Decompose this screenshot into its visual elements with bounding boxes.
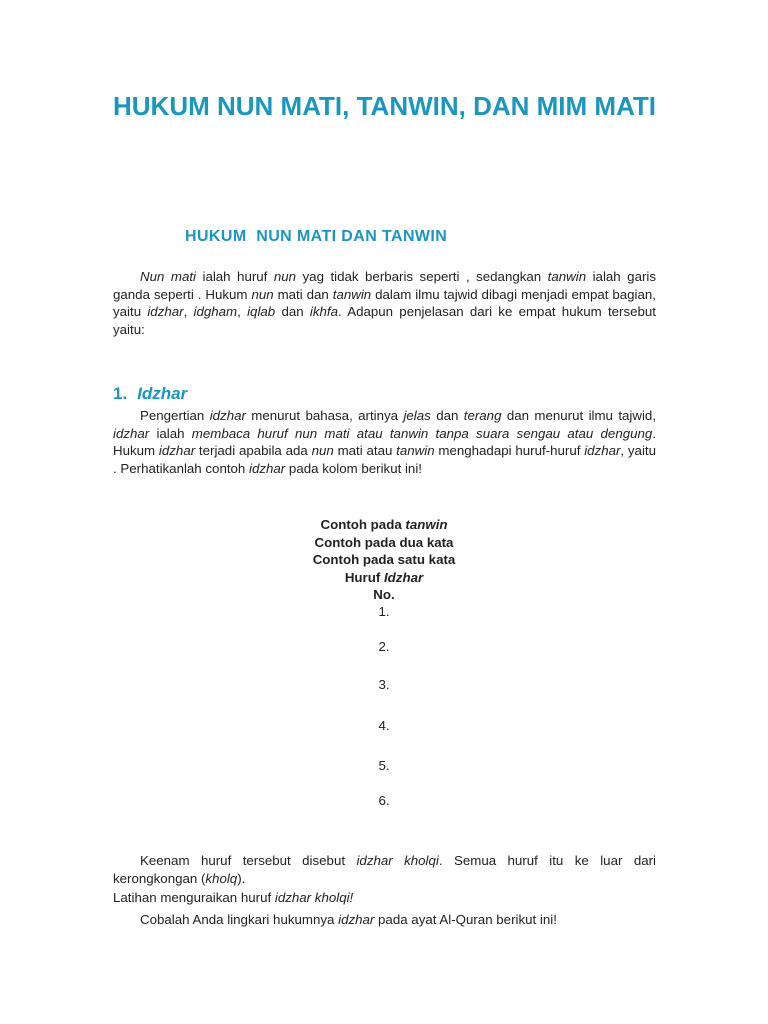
term: nun <box>251 286 274 302</box>
table-header-dua-kata: Contoh pada dua kata <box>314 534 454 550</box>
term: idzhar <box>147 304 184 319</box>
term: tanwin <box>332 286 372 302</box>
text: . Adapun penjelasan dari ke empat hukum tersebut yaitu: <box>113 304 657 337</box>
table-header <box>263 516 505 604</box>
term: idzhar <box>249 460 286 476</box>
term: nun <box>311 443 334 458</box>
term: Idzhar <box>383 569 424 585</box>
text: Latihan menguraikan huruf <box>113 890 275 905</box>
table-row-number: 3. <box>378 677 390 692</box>
table-header-tanwin <box>263 516 505 534</box>
text: Keenam huruf tersebut disebut <box>140 853 357 868</box>
term: nun <box>273 269 297 284</box>
section-number: 1. <box>113 384 128 403</box>
text: ialah huruf <box>196 269 274 284</box>
table-row-number: 2. <box>378 639 390 654</box>
term: idzhar <box>158 443 196 458</box>
term: membaca huruf nun mati atau tanwin tanpa suara sengau atau dengung <box>191 425 653 441</box>
term: tanwin <box>547 269 587 284</box>
text: dan <box>430 408 464 423</box>
term: Nun mati <box>140 269 196 284</box>
text: Contoh pada <box>320 517 406 532</box>
intro-paragraph <box>113 268 656 338</box>
text: , <box>237 304 248 319</box>
table-header-satu-kata: Contoh pada satu kata <box>312 552 456 567</box>
term: idgham <box>193 304 238 319</box>
instruction-line <box>113 911 557 929</box>
term: iqlab <box>247 304 276 319</box>
text: yag tidak berbaris seperti , sedangkan <box>296 269 548 284</box>
table-row-number: 1. <box>378 604 390 619</box>
text: menghadapi huruf-huruf <box>434 443 585 458</box>
term: tanwin <box>396 443 435 458</box>
section-heading-text: Idzhar <box>137 384 188 403</box>
section-subtitle: HUKUM NUN MATI DAN TANWIN <box>185 228 448 245</box>
text: Cobalah Anda lingkari hukumnya <box>140 912 339 927</box>
page-title: HUKUM NUN MATI, TANWIN, DAN MIM MATI <box>113 91 657 121</box>
term: idzhar <box>113 425 150 441</box>
term: idzhar <box>338 912 375 927</box>
exercise-line <box>113 889 353 907</box>
section-heading-idzhar <box>113 384 187 404</box>
text: terjadi apabila ada <box>195 443 312 458</box>
text: pada ayat Al-Quran berikut ini! <box>374 912 557 927</box>
term: idzhar kholqi! <box>274 890 354 905</box>
term: idzhar <box>584 443 621 458</box>
table-row-number: 4. <box>378 718 390 733</box>
term: kholq <box>205 870 238 886</box>
text: ). <box>237 870 246 886</box>
term: tanwin <box>405 517 448 532</box>
text: dan <box>275 304 310 319</box>
text: Pengertian <box>140 408 210 423</box>
text: mati atau <box>333 443 397 458</box>
text: mati dan <box>273 286 333 302</box>
term: jelas <box>403 408 431 423</box>
text: ialah <box>149 425 192 441</box>
table-header-huruf <box>263 569 505 587</box>
text: Huruf <box>344 569 384 585</box>
idzhar-paragraph <box>113 407 656 477</box>
table-header-no: No. <box>373 587 395 602</box>
term: terang <box>463 408 502 423</box>
text: . Semua huruf itu ke luar dari kerongkongan ( <box>113 853 656 886</box>
text: , <box>183 304 194 319</box>
kholqi-paragraph <box>113 852 656 887</box>
text: menurut bahasa, artinya <box>245 408 404 423</box>
text: . Hukum <box>113 425 657 458</box>
term: idzhar kholqi <box>356 853 439 868</box>
text: pada kolom berikut ini! <box>285 460 422 476</box>
text: dalam ilmu tajwid dibagi menjadi empat bagian, yaitu <box>113 286 656 319</box>
table-row-number: 5. <box>378 758 390 773</box>
text: dan menurut ilmu tajwid, <box>501 408 657 423</box>
table-row-number: 6. <box>378 793 390 808</box>
text: ialah garis ganda seperti . Hukum <box>113 269 656 302</box>
term: idzhar <box>209 408 246 423</box>
text: , yaitu . Perhatikanlah contoh <box>113 443 656 476</box>
term: ikhfa <box>309 304 338 319</box>
